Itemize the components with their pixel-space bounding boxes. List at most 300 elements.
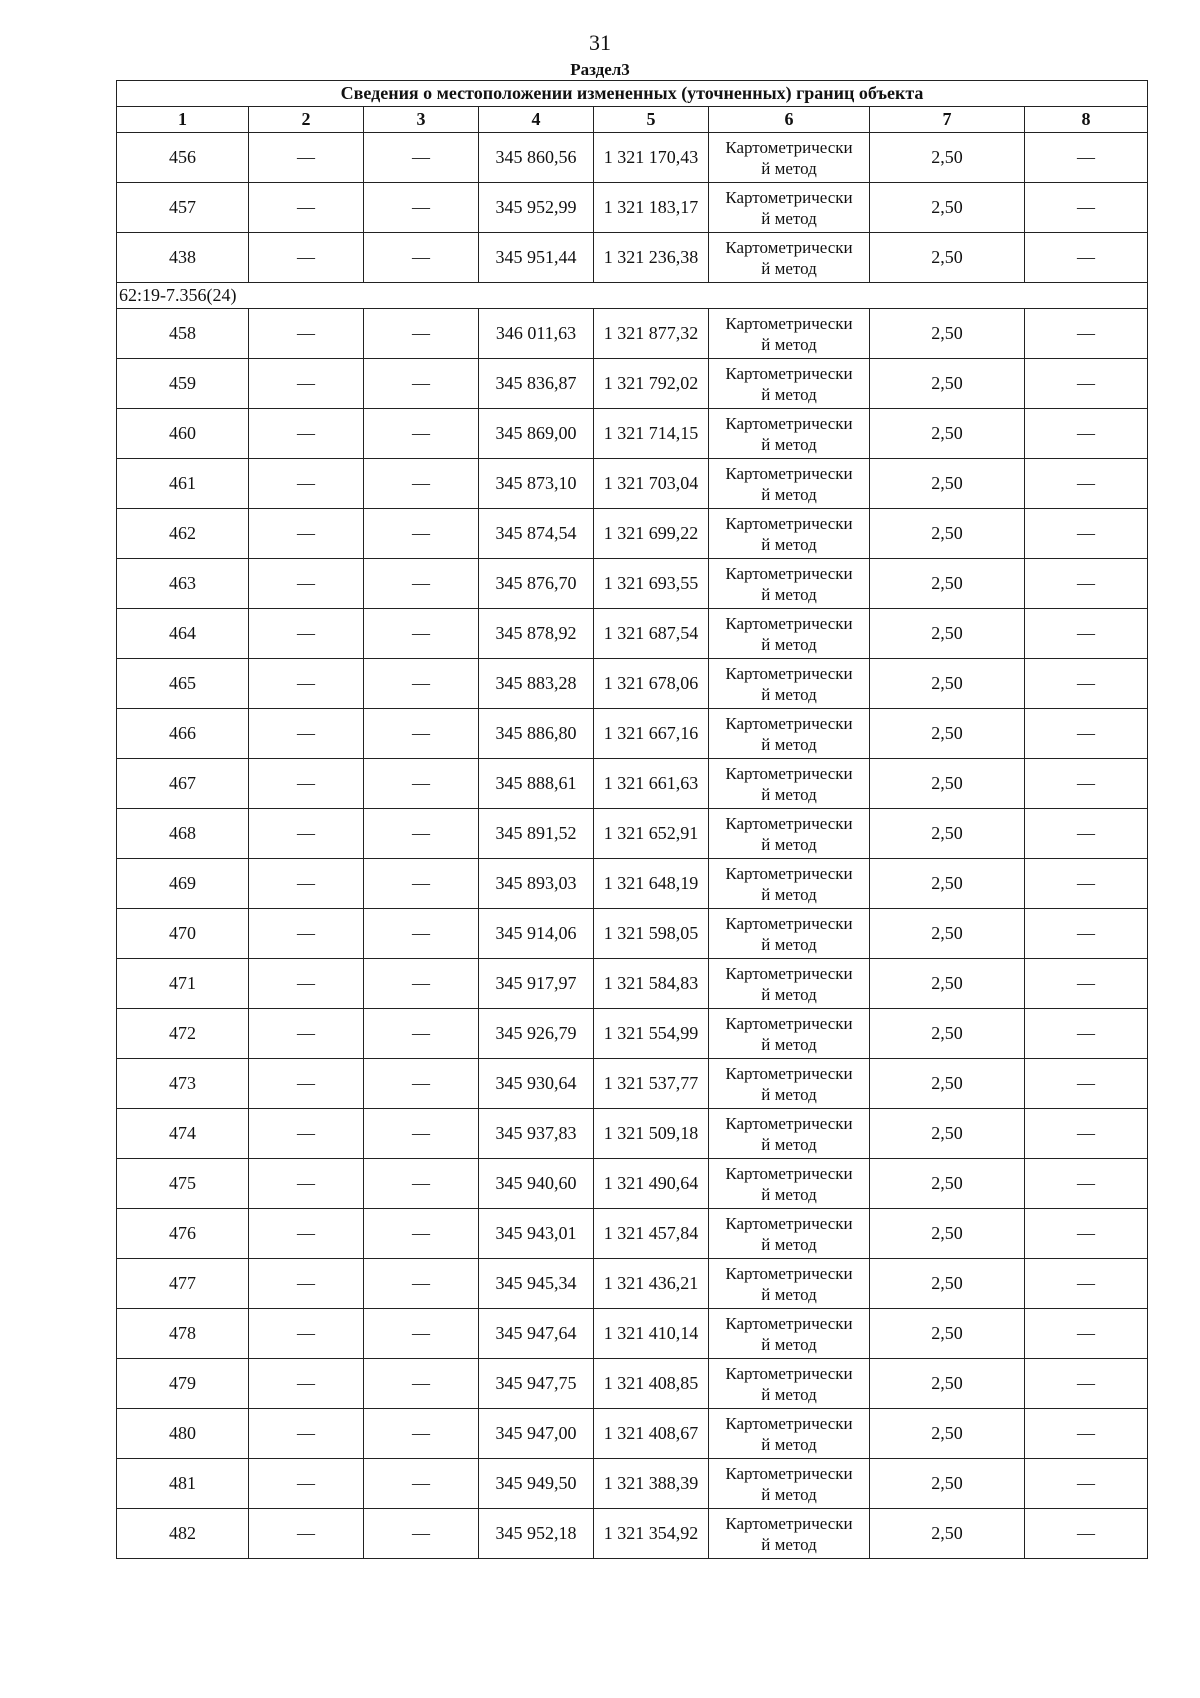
x-coordinate-cell: 345 860,56 — [479, 133, 594, 183]
method-line-1: Картометрически — [725, 137, 853, 157]
x-coordinate-cell: 345 947,75 — [479, 1359, 594, 1409]
x-coordinate-cell: 345 951,44 — [479, 233, 594, 283]
col8-cell: — — [1025, 559, 1148, 609]
col3-cell: — — [364, 183, 479, 233]
point-number-cell: 438 — [117, 233, 249, 283]
table-row — [117, 1309, 1148, 1359]
col8-cell: — — [1025, 609, 1148, 659]
y-coordinate-cell: 1 321 410,14 — [594, 1309, 709, 1359]
y-coordinate-cell: 1 321 667,16 — [594, 709, 709, 759]
accuracy-cell: 2,50 — [870, 1109, 1025, 1159]
accuracy-cell: 2,50 — [870, 183, 1025, 233]
accuracy-cell: 2,50 — [870, 659, 1025, 709]
method-line-2: й метод — [761, 384, 817, 404]
table-row — [117, 509, 1148, 559]
x-coordinate-cell: 345 952,18 — [479, 1509, 594, 1559]
point-number-cell: 468 — [117, 809, 249, 859]
accuracy-cell: 2,50 — [870, 1359, 1025, 1409]
method-line-1: Картометрически — [725, 963, 853, 983]
method-line-1: Картометрически — [725, 1513, 853, 1533]
col2-cell: — — [249, 1009, 364, 1059]
accuracy-cell: 2,50 — [870, 1159, 1025, 1209]
point-number-cell: 466 — [117, 709, 249, 759]
method-line-2: й метод — [761, 1034, 817, 1054]
col2-cell: — — [249, 959, 364, 1009]
point-number-cell: 457 — [117, 183, 249, 233]
point-number-cell: 462 — [117, 509, 249, 559]
accuracy-cell: 2,50 — [870, 1259, 1025, 1309]
col3-cell: — — [364, 609, 479, 659]
method-line-2: й метод — [761, 834, 817, 854]
accuracy-cell: 2,50 — [870, 759, 1025, 809]
method-cell — [709, 1009, 870, 1059]
column-number: 4 — [479, 107, 594, 133]
point-number-cell: 477 — [117, 1259, 249, 1309]
point-number-cell: 474 — [117, 1109, 249, 1159]
method-line-1: Картометрически — [725, 613, 853, 633]
table-row — [117, 359, 1148, 409]
method-cell — [709, 759, 870, 809]
column-number: 3 — [364, 107, 479, 133]
method-line-2: й метод — [761, 484, 817, 504]
table-row — [117, 233, 1148, 283]
col3-cell: — — [364, 1409, 479, 1459]
col2-cell: — — [249, 309, 364, 359]
accuracy-cell: 2,50 — [870, 459, 1025, 509]
table-row — [117, 909, 1148, 959]
method-line-2: й метод — [761, 208, 817, 228]
y-coordinate-cell: 1 321 652,91 — [594, 809, 709, 859]
x-coordinate-cell: 345 836,87 — [479, 359, 594, 409]
point-number-cell: 473 — [117, 1059, 249, 1109]
method-cell — [709, 559, 870, 609]
section-label: Раздел3 — [570, 60, 630, 79]
method-cell — [709, 1409, 870, 1459]
table-row — [117, 1509, 1148, 1559]
col3-cell: — — [364, 1309, 479, 1359]
col3-cell: — — [364, 909, 479, 959]
col2-cell: — — [249, 459, 364, 509]
point-number-cell: 461 — [117, 459, 249, 509]
col3-cell: — — [364, 1509, 479, 1559]
method-line-1: Картометрически — [725, 187, 853, 207]
method-cell — [709, 959, 870, 1009]
method-cell — [709, 133, 870, 183]
accuracy-cell: 2,50 — [870, 1209, 1025, 1259]
method-cell — [709, 659, 870, 709]
method-line-1: Картометрически — [725, 663, 853, 683]
y-coordinate-cell: 1 321 436,21 — [594, 1259, 709, 1309]
col3-cell: — — [364, 759, 479, 809]
method-cell — [709, 1509, 870, 1559]
col2-cell: — — [249, 1409, 364, 1459]
point-number-cell: 470 — [117, 909, 249, 959]
col2-cell: — — [249, 509, 364, 559]
method-cell — [709, 359, 870, 409]
method-line-2: й метод — [761, 258, 817, 278]
parcel-number: 62:19-7.356(24) — [117, 283, 1148, 309]
col8-cell: — — [1025, 659, 1148, 709]
x-coordinate-cell: 345 874,54 — [479, 509, 594, 559]
accuracy-cell: 2,50 — [870, 1309, 1025, 1359]
x-coordinate-cell: 345 937,83 — [479, 1109, 594, 1159]
table-row — [117, 1359, 1148, 1409]
y-coordinate-cell: 1 321 509,18 — [594, 1109, 709, 1159]
x-coordinate-cell: 345 886,80 — [479, 709, 594, 759]
col8-cell: — — [1025, 359, 1148, 409]
col3-cell: — — [364, 309, 479, 359]
col2-cell: — — [249, 1109, 364, 1159]
y-coordinate-cell: 1 321 714,15 — [594, 409, 709, 459]
accuracy-cell: 2,50 — [870, 1059, 1025, 1109]
y-coordinate-cell: 1 321 584,83 — [594, 959, 709, 1009]
y-coordinate-cell: 1 321 457,84 — [594, 1209, 709, 1259]
y-coordinate-cell: 1 321 877,32 — [594, 309, 709, 359]
page-number: 31 — [589, 30, 611, 55]
y-coordinate-cell: 1 321 687,54 — [594, 609, 709, 659]
point-number-cell: 471 — [117, 959, 249, 1009]
col8-cell: — — [1025, 1459, 1148, 1509]
point-number-cell: 475 — [117, 1159, 249, 1209]
method-line-1: Картометрически — [725, 713, 853, 733]
x-coordinate-cell: 345 888,61 — [479, 759, 594, 809]
method-cell — [709, 1159, 870, 1209]
accuracy-cell: 2,50 — [870, 709, 1025, 759]
x-coordinate-cell: 345 945,34 — [479, 1259, 594, 1309]
col3-cell: — — [364, 959, 479, 1009]
y-coordinate-cell: 1 321 408,67 — [594, 1409, 709, 1459]
method-line-1: Картометрически — [725, 413, 853, 433]
method-cell — [709, 409, 870, 459]
x-coordinate-cell: 345 893,03 — [479, 859, 594, 909]
table-row — [117, 609, 1148, 659]
col3-cell: — — [364, 1359, 479, 1409]
col8-cell: — — [1025, 809, 1148, 859]
col8-cell: — — [1025, 909, 1148, 959]
method-line-1: Картометрически — [725, 1263, 853, 1283]
table-row — [117, 1259, 1148, 1309]
point-number-cell: 460 — [117, 409, 249, 459]
method-line-1: Картометрически — [725, 1313, 853, 1333]
method-cell — [709, 1459, 870, 1509]
accuracy-cell: 2,50 — [870, 1409, 1025, 1459]
col3-cell: — — [364, 459, 479, 509]
y-coordinate-cell: 1 321 703,04 — [594, 459, 709, 509]
point-number-cell: 481 — [117, 1459, 249, 1509]
col3-cell: — — [364, 859, 479, 909]
table-row — [117, 959, 1148, 1009]
method-line-1: Картометрически — [725, 1213, 853, 1233]
col8-cell: — — [1025, 1259, 1148, 1309]
y-coordinate-cell: 1 321 537,77 — [594, 1059, 709, 1109]
col2-cell: — — [249, 759, 364, 809]
col2-cell: — — [249, 1159, 364, 1209]
point-number-cell: 479 — [117, 1359, 249, 1409]
x-coordinate-cell: 345 940,60 — [479, 1159, 594, 1209]
method-line-2: й метод — [761, 1534, 817, 1554]
point-number-cell: 469 — [117, 859, 249, 909]
col2-cell: — — [249, 1059, 364, 1109]
accuracy-cell: 2,50 — [870, 233, 1025, 283]
table-row — [117, 1109, 1148, 1159]
point-number-cell: 472 — [117, 1009, 249, 1059]
col3-cell: — — [364, 559, 479, 609]
method-line-2: й метод — [761, 334, 817, 354]
y-coordinate-cell: 1 321 408,85 — [594, 1359, 709, 1409]
x-coordinate-cell: 345 891,52 — [479, 809, 594, 859]
method-line-1: Картометрически — [725, 1363, 853, 1383]
col8-cell: — — [1025, 709, 1148, 759]
col8-cell: — — [1025, 459, 1148, 509]
col8-cell: — — [1025, 233, 1148, 283]
table-row — [117, 1159, 1148, 1209]
col3-cell: — — [364, 1459, 479, 1509]
table-row — [117, 309, 1148, 359]
method-line-1: Картометрически — [725, 813, 853, 833]
col3-cell: — — [364, 809, 479, 859]
column-number: 6 — [709, 107, 870, 133]
y-coordinate-cell: 1 321 170,43 — [594, 133, 709, 183]
col2-cell: — — [249, 1359, 364, 1409]
method-line-1: Картометрически — [725, 763, 853, 783]
table-row — [117, 809, 1148, 859]
accuracy-cell: 2,50 — [870, 133, 1025, 183]
method-line-1: Картометрически — [725, 463, 853, 483]
method-cell — [709, 609, 870, 659]
col2-cell: — — [249, 409, 364, 459]
table-row — [117, 1009, 1148, 1059]
method-line-1: Картометрически — [725, 1463, 853, 1483]
col8-cell: — — [1025, 1509, 1148, 1559]
col2-cell: — — [249, 1459, 364, 1509]
y-coordinate-cell: 1 321 648,19 — [594, 859, 709, 909]
y-coordinate-cell: 1 321 661,63 — [594, 759, 709, 809]
column-number: 5 — [594, 107, 709, 133]
method-cell — [709, 1059, 870, 1109]
y-coordinate-cell: 1 321 678,06 — [594, 659, 709, 709]
point-number-cell: 467 — [117, 759, 249, 809]
col8-cell: — — [1025, 1159, 1148, 1209]
col3-cell: — — [364, 1009, 479, 1059]
col8-cell: — — [1025, 309, 1148, 359]
col3-cell: — — [364, 133, 479, 183]
x-coordinate-cell: 345 943,01 — [479, 1209, 594, 1259]
accuracy-cell: 2,50 — [870, 909, 1025, 959]
accuracy-cell: 2,50 — [870, 809, 1025, 859]
table-row — [117, 1459, 1148, 1509]
method-line-1: Картометрически — [725, 363, 853, 383]
col8-cell: — — [1025, 759, 1148, 809]
table-row — [117, 709, 1148, 759]
col2-cell: — — [249, 659, 364, 709]
method-cell — [709, 1259, 870, 1309]
method-line-2: й метод — [761, 1084, 817, 1104]
point-number-cell: 480 — [117, 1409, 249, 1459]
method-cell — [709, 1209, 870, 1259]
x-coordinate-cell: 345 952,99 — [479, 183, 594, 233]
point-number-cell: 463 — [117, 559, 249, 609]
col3-cell: — — [364, 1209, 479, 1259]
method-line-2: й метод — [761, 1184, 817, 1204]
x-coordinate-cell: 345 876,70 — [479, 559, 594, 609]
y-coordinate-cell: 1 321 354,92 — [594, 1509, 709, 1559]
col3-cell: — — [364, 1259, 479, 1309]
accuracy-cell: 2,50 — [870, 1009, 1025, 1059]
x-coordinate-cell: 345 873,10 — [479, 459, 594, 509]
method-line-1: Картометрически — [725, 313, 853, 333]
x-coordinate-cell: 345 926,79 — [479, 1009, 594, 1059]
method-line-2: й метод — [761, 884, 817, 904]
col2-cell: — — [249, 709, 364, 759]
method-line-2: й метод — [761, 1434, 817, 1454]
col8-cell: — — [1025, 409, 1148, 459]
point-number-cell: 476 — [117, 1209, 249, 1259]
method-line-1: Картометрически — [725, 237, 853, 257]
col3-cell: — — [364, 409, 479, 459]
table-row — [117, 1059, 1148, 1109]
col8-cell: — — [1025, 1209, 1148, 1259]
method-line-1: Картометрически — [725, 563, 853, 583]
method-cell — [709, 183, 870, 233]
accuracy-cell: 2,50 — [870, 509, 1025, 559]
column-numbers-row — [117, 107, 1148, 133]
accuracy-cell: 2,50 — [870, 1509, 1025, 1559]
col3-cell: — — [364, 1059, 479, 1109]
table-row — [117, 133, 1148, 183]
table-row — [117, 183, 1148, 233]
y-coordinate-cell: 1 321 236,38 — [594, 233, 709, 283]
accuracy-cell: 2,50 — [870, 309, 1025, 359]
table-row — [117, 1409, 1148, 1459]
col8-cell: — — [1025, 1109, 1148, 1159]
method-cell — [709, 859, 870, 909]
accuracy-cell: 2,50 — [870, 1459, 1025, 1509]
col8-cell: — — [1025, 1409, 1148, 1459]
col3-cell: — — [364, 359, 479, 409]
x-coordinate-cell: 345 869,00 — [479, 409, 594, 459]
column-number: 7 — [870, 107, 1025, 133]
method-line-2: й метод — [761, 158, 817, 178]
y-coordinate-cell: 1 321 183,17 — [594, 183, 709, 233]
col2-cell: — — [249, 233, 364, 283]
table-row — [117, 859, 1148, 909]
table-caption: Сведения о местоположении измененных (уточненных) границ объекта — [117, 81, 1148, 107]
boundary-coordinates-table — [116, 80, 1148, 1559]
col3-cell: — — [364, 709, 479, 759]
col3-cell: — — [364, 1109, 479, 1159]
method-line-2: й метод — [761, 1284, 817, 1304]
method-line-2: й метод — [761, 1384, 817, 1404]
point-number-cell: 482 — [117, 1509, 249, 1559]
col3-cell: — — [364, 1159, 479, 1209]
point-number-cell: 464 — [117, 609, 249, 659]
method-cell — [709, 709, 870, 759]
method-line-2: й метод — [761, 434, 817, 454]
y-coordinate-cell: 1 321 554,99 — [594, 1009, 709, 1059]
method-line-2: й метод — [761, 1484, 817, 1504]
x-coordinate-cell: 345 947,00 — [479, 1409, 594, 1459]
col8-cell: — — [1025, 1359, 1148, 1409]
col2-cell: — — [249, 359, 364, 409]
table-row — [117, 409, 1148, 459]
x-coordinate-cell: 345 930,64 — [479, 1059, 594, 1109]
method-line-2: й метод — [761, 684, 817, 704]
x-coordinate-cell: 345 914,06 — [479, 909, 594, 959]
method-cell — [709, 1309, 870, 1359]
col3-cell: — — [364, 659, 479, 709]
col8-cell: — — [1025, 183, 1148, 233]
point-number-cell: 458 — [117, 309, 249, 359]
method-line-1: Картометрически — [725, 1163, 853, 1183]
col2-cell: — — [249, 1509, 364, 1559]
point-number-cell: 478 — [117, 1309, 249, 1359]
point-number-cell: 465 — [117, 659, 249, 709]
method-line-2: й метод — [761, 1234, 817, 1254]
accuracy-cell: 2,50 — [870, 559, 1025, 609]
x-coordinate-cell: 345 947,64 — [479, 1309, 594, 1359]
table-row — [117, 1209, 1148, 1259]
method-line-2: й метод — [761, 784, 817, 804]
table-row — [117, 559, 1148, 609]
method-line-1: Картометрически — [725, 1063, 853, 1083]
x-coordinate-cell: 345 883,28 — [479, 659, 594, 709]
col2-cell: — — [249, 609, 364, 659]
x-coordinate-cell: 345 878,92 — [479, 609, 594, 659]
method-line-2: й метод — [761, 634, 817, 654]
method-cell — [709, 459, 870, 509]
method-line-2: й метод — [761, 984, 817, 1004]
y-coordinate-cell: 1 321 699,22 — [594, 509, 709, 559]
column-number: 8 — [1025, 107, 1148, 133]
table-row — [117, 759, 1148, 809]
method-line-2: й метод — [761, 1334, 817, 1354]
accuracy-cell: 2,50 — [870, 409, 1025, 459]
accuracy-cell: 2,50 — [870, 859, 1025, 909]
method-line-1: Картометрически — [725, 513, 853, 533]
method-line-1: Картометрически — [725, 1013, 853, 1033]
col2-cell: — — [249, 859, 364, 909]
method-cell — [709, 1109, 870, 1159]
method-line-1: Картометрически — [725, 913, 853, 933]
accuracy-cell: 2,50 — [870, 959, 1025, 1009]
parcel-group-row — [117, 283, 1148, 309]
y-coordinate-cell: 1 321 792,02 — [594, 359, 709, 409]
point-number-cell: 456 — [117, 133, 249, 183]
col2-cell: — — [249, 1309, 364, 1359]
col3-cell: — — [364, 233, 479, 283]
accuracy-cell: 2,50 — [870, 359, 1025, 409]
table-caption-row — [117, 81, 1148, 107]
method-cell — [709, 809, 870, 859]
col8-cell: — — [1025, 1059, 1148, 1109]
y-coordinate-cell: 1 321 693,55 — [594, 559, 709, 609]
method-cell — [709, 509, 870, 559]
method-cell — [709, 233, 870, 283]
col2-cell: — — [249, 133, 364, 183]
y-coordinate-cell: 1 321 490,64 — [594, 1159, 709, 1209]
table-row — [117, 459, 1148, 509]
col8-cell: — — [1025, 1309, 1148, 1359]
col2-cell: — — [249, 1209, 364, 1259]
col8-cell: — — [1025, 1009, 1148, 1059]
method-line-1: Картометрически — [725, 1113, 853, 1133]
column-number: 2 — [249, 107, 364, 133]
method-cell — [709, 1359, 870, 1409]
col3-cell: — — [364, 509, 479, 559]
col8-cell: — — [1025, 859, 1148, 909]
method-cell — [709, 909, 870, 959]
point-number-cell: 459 — [117, 359, 249, 409]
